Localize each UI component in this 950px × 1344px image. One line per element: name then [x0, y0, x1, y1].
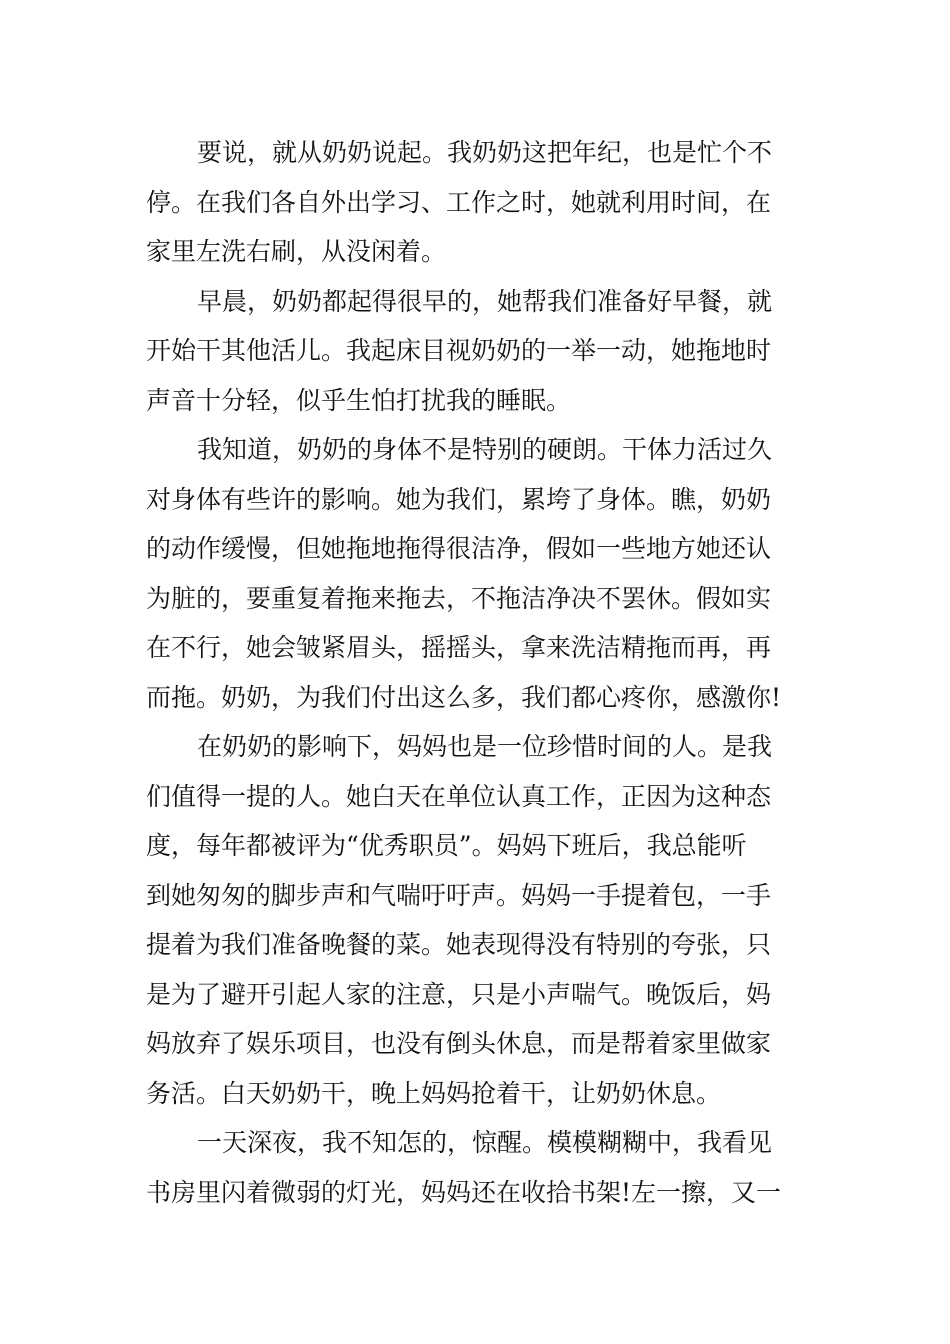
text-line: 在不行，她会皱紧眉头，摇摇头，拿来洗洁精拖而再，再 [146, 633, 772, 662]
text-line: 度，每年都被评为“优秀职员”。妈妈下班后，我总能听 [146, 831, 747, 860]
text-line: 一天深夜，我不知怎的，惊醒。模模糊糊中，我看见 [197, 1128, 773, 1157]
text-line: 为脏的，要重复着拖来拖去，不拖洁净决不罢休。假如实 [146, 583, 772, 613]
paragraph [146, 128, 806, 277]
text-line: 务活。白天奶奶干，晚上妈妈抢着干，让奶奶休息。 [146, 1078, 722, 1108]
text-line: 在奶奶的影响下，妈妈也是一位珍惜时间的人。是我 [197, 732, 773, 761]
text-line: 我知道，奶奶的身体不是特别的硬朗。干体力活过久 [197, 435, 773, 464]
text-line: 书房里闪着微弱的灯光，妈妈还在收拾书架!左一擦，又一 [146, 1177, 782, 1207]
paragraph [146, 722, 806, 1118]
text-line: 们值得一提的人。她白天在单位认真工作，正因为这种态 [146, 781, 772, 811]
text-line: 家里左洗右刷，从没闲着。 [146, 237, 447, 266]
text-line: 对身体有些许的影响。她为我们，累垮了身体。瞧，奶奶 [146, 484, 772, 514]
text-line: 早晨，奶奶都起得很早的，她帮我们准备好早餐，就 [197, 286, 773, 316]
text-line: 到她匆匆的脚步声和气喘吁吁声。妈妈一手提着包，一手 [146, 880, 772, 910]
text-line: 妈放弃了娱乐项目，也没有倒头休息，而是帮着家里做家 [146, 1029, 772, 1058]
text-line: 停。在我们各自外出学习、工作之时，她就利用时间，在 [146, 187, 772, 217]
body-text [146, 128, 806, 1217]
text-line: 提着为我们准备晚餐的菜。她表现得没有特别的夸张，只 [146, 930, 772, 959]
text-line: 是为了避开引起人家的注意，只是小声喘气。晚饭后，妈 [146, 979, 772, 1009]
text-line: 而拖。奶奶，为我们付出这么多，我们都心疼你，感激你! [146, 682, 782, 712]
text-line: 的动作缓慢，但她拖地拖得很洁净，假如一些地方她还认 [146, 534, 772, 563]
text-line: 开始干其他活儿。我起床目视奶奶的一举一动，她拖地时 [146, 336, 772, 365]
text-line: 声音十分轻，似乎生怕打扰我的睡眠。 [146, 385, 572, 415]
paragraph [146, 425, 806, 722]
paragraph [146, 1118, 806, 1217]
text-line: 要说，就从奶奶说起。我奶奶这把年纪，也是忙个不 [197, 138, 773, 167]
paragraph [146, 277, 806, 426]
